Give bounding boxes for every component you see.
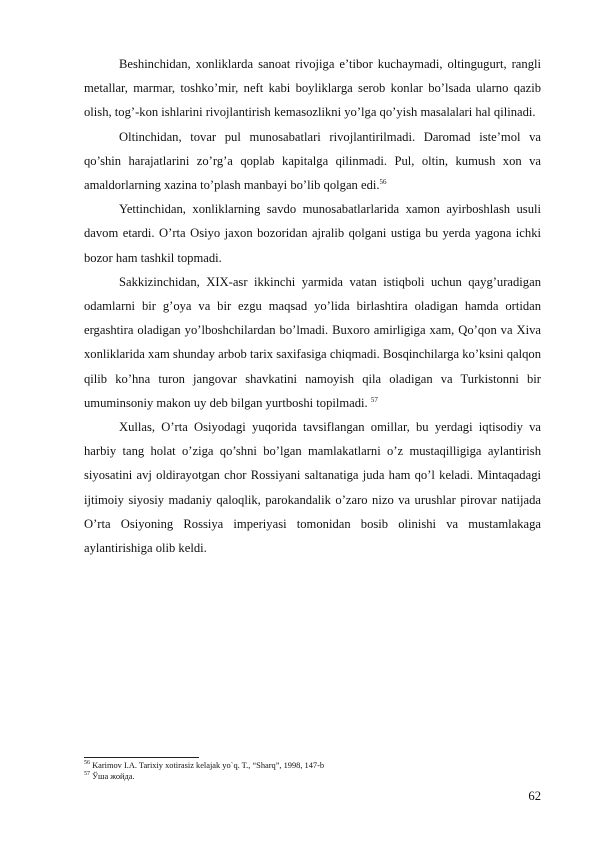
footnote-reference[interactable]: 56 xyxy=(379,177,387,186)
footnote-separator xyxy=(84,757,199,758)
paragraph: Yettinchidan, xonliklarning savdo munosabatlarlarida xamon ayirboshlash usuli davom etardi. O’rta Osiyo jaxon bozoridan ajralib qolgani ustiga bu yerda yagona ichki bozor ham tashkil topmadi. xyxy=(84,202,541,265)
paragraph: Sakkizinchidan, XIX-asr ikkinchi yarmida vatan istiqboli uchun qayg’uradigan odamlarni bir g’oya va bir ezgu maqsad yo’lida birlashtira oladigan hamda ortidan ergashtira oladigan yo’lboshchilardan bo’lmadi. Buxoro amirligiga xam, Qo’qon va Xiva xonliklarida xam shunday arbob tarix saxifasiga chiqmadi. Bosqinchilarga ko’ksini qalqon qilib ko’hna turon jangovar shavkatini namoyish qila oladigan va Turkistonni bir umuminsoniy makon uy deb bilgan yurtboshi topilmadi. $^{57}$ xyxy=(84,274,541,410)
footnote xyxy=(84,760,541,771)
paragraph: Xullas, O’rta Osiyodagi yuqorida tavsiflangan omillar, bu yerdagi iqtisodiy va harbiy tang holat o’ziga qo’shni bo’lgan mamlakatlarni o’z mustaqilligiga aylantirish siyosatini avj oldirayotgan chor Rossiyani saltanatiga juda ham qo’l keladi. Mintaqadagi ijtimoiy siyosiy madaniy qaloqlik, parokandalik o’zaro nizo va urushlar pirovar natijada O’rta Osiyoning Rossiya imperiyasi tomonidan bosib olinishi va mustamlakaga aylantirishiga olib keldi. xyxy=(84,420,541,556)
paragraph: Oltinchidan, tovar pul munosabatlari rivojlantirilmadi. Daromad iste’mol va qo’shin harajatlarini zo’rg’a qoplab kapitalga qilinmadi. Pul, oltin, kumush xon va amaldorlarning xazina to’plash manbayi bo’lib qolgan edi.$^{56}$ xyxy=(84,129,541,193)
footnote xyxy=(84,771,541,782)
footnote-number: 56 xyxy=(84,760,90,767)
footnote-text: Karimov I.A. Tarixiy xotirasiz kelajak yo`q. T., “Sharq”, 1998, 147-b xyxy=(92,761,325,770)
footnotes xyxy=(84,760,541,782)
body-text xyxy=(84,52,541,560)
footnote-reference[interactable]: 57 xyxy=(370,395,378,404)
page-number: 62 xyxy=(528,789,541,803)
footnote-number: 57 xyxy=(84,771,90,778)
footnote-text: Ўша жойда. xyxy=(92,772,135,781)
paragraph: Beshinchidan, xonliklarda sanoat rivojiga e’tibor kuchaymadi, oltingugurt, rangli metallar, marmar, toshko’mir, neft kabi boyliklarga serob konlar bo’lsada ularno qazib olish, tog’-kon ishlarini rivojlantirish kemasozlikni yo’lga qo’yish masalalari hal qilinadi. xyxy=(84,57,541,120)
